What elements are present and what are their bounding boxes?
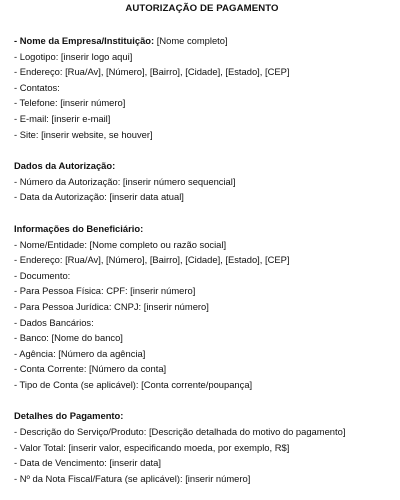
beneficiary-account-line: - Conta Corrente: [Número da conta] [14, 363, 167, 375]
company-contacts-line: - Contatos: [14, 81, 60, 93]
company-address-line: - Endereço: [Rua/Av], [Número], [Bairro], [Cidade], [Estado], [CEP] [14, 66, 290, 78]
payment-invoice-line: - Nº da Nota Fiscal/Fatura (se aplicável): [inserir número] [14, 472, 251, 484]
company-email-line: - E-mail: [inserir e-mail] [14, 112, 111, 124]
company-site-line: - Site: [inserir website, se houver] [14, 128, 153, 140]
authorization-date-line: - Data da Autorização: [inserir data atual] [14, 191, 184, 203]
company-name-value: [Nome completo] [154, 35, 228, 46]
beneficiary-document-line: - Documento: [14, 269, 71, 281]
payment-due-date-line: - Data de Vencimento: [inserir data] [14, 457, 161, 469]
payment-section [14, 408, 390, 486]
beneficiary-heading: Informações do Beneficiário: [14, 222, 144, 234]
payment-description-line: - Descrição do Serviço/Produto: [Descrição detalhada do motivo do pagamento] [14, 426, 346, 438]
beneficiary-section [14, 221, 390, 393]
beneficiary-bank-data-line: - Dados Bancários: [14, 316, 94, 328]
beneficiary-account-type-line: - Tipo de Conta (se aplicável): [Conta corrente/poupança] [14, 378, 253, 390]
company-name-label: - Nome da Empresa/Instituição: [14, 35, 155, 46]
beneficiary-agency-line: - Agência: [Número da agência] [14, 347, 146, 359]
beneficiary-address-line: - Endereço: [Rua/Av], [Número], [Bairro], [Cidade], [Estado], [CEP] [14, 254, 290, 266]
company-phone-line: - Telefone: [inserir número] [14, 97, 126, 109]
section-spacer [14, 205, 390, 221]
company-name-line [14, 33, 390, 49]
section-spacer [14, 142, 390, 158]
section-spacer [14, 392, 390, 408]
company-section [14, 33, 390, 142]
payment-total-line: - Valor Total: [inserir valor, especificando moeda, por exemplo, R$] [14, 441, 290, 453]
company-logo-line: - Logotipo: [inserir logo aqui] [14, 50, 133, 62]
document-title: AUTORIZAÇÃO DE PAGAMENTO [125, 3, 279, 14]
beneficiary-cpf-line: - Para Pessoa Física: CPF: [inserir número] [14, 285, 196, 297]
beneficiary-name-line: - Nome/Entidade: [Nome completo ou razão social] [14, 238, 227, 250]
beneficiary-bank-line: - Banco: [Nome do banco] [14, 332, 123, 344]
payment-heading: Detalhes do Pagamento: [14, 410, 124, 422]
authorization-section [14, 158, 390, 205]
authorization-heading: Dados da Autorização: [14, 160, 116, 172]
authorization-number-line: - Número da Autorização: [inserir número sequencial] [14, 175, 236, 187]
beneficiary-cnpj-line: - Para Pessoa Jurídica: CNPJ: [inserir número] [14, 300, 209, 312]
